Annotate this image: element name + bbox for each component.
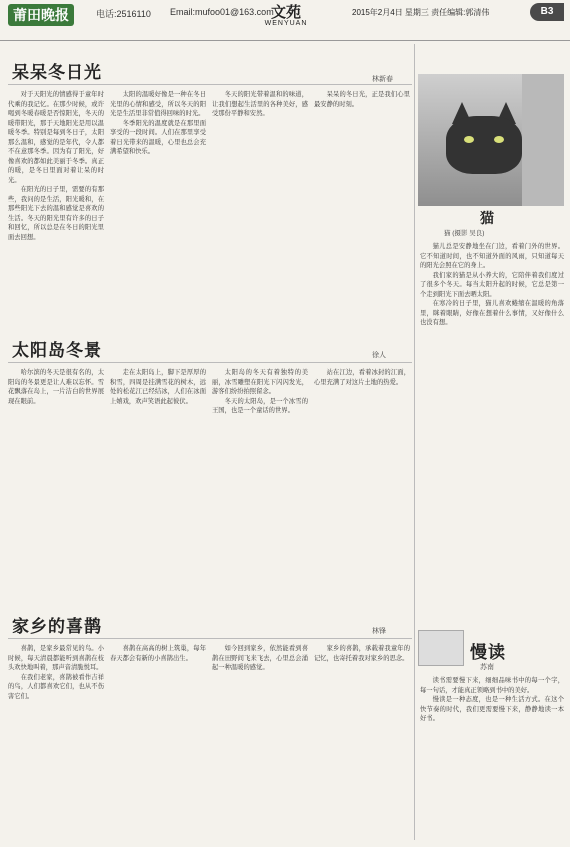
- email-address: Email:mufoo01@163.com: [170, 7, 274, 17]
- photo-caption: 猫 (摄影 吴良): [444, 230, 485, 237]
- article-title-3: 太阳岛冬景: [12, 341, 102, 361]
- article-3-col-1: 哈尔滨的冬天是很有名的，太阳岛的冬景更是让人难以忘怀。雪花飘落在岛上，一片洁白的世界展现在眼前。: [8, 369, 104, 405]
- article-5-col-3: 如今回到家乡，依然能看到喜鹊在田野间飞来飞去，心里总会涌起一种温暖的感觉。: [212, 645, 308, 671]
- masthead: [0, 0, 570, 41]
- article-5-col-2: 喜鹊在高高的树上筑巢，每年春天都会有新的小喜鹊出生。: [110, 645, 206, 662]
- article-3-col-4: 站在江边，看着冰封的江面，心里充满了对这片土地的热爱。: [314, 369, 410, 386]
- article-author-3: 徐人: [372, 352, 386, 359]
- article-author-1: 林新春: [372, 76, 393, 83]
- article-illustration: [418, 630, 464, 666]
- article-1-col-1: 对于天阳光的情感得于童年时代乘的我记忆。在那少时候，或许喝到冬暖春暖是否惊阳光，冬天的暖带阳光，那于天地阳光是用以温暖冬季。特别是每到冬日子，太阳那么温和，感觉的是年代，令人都不在意那冬季。因为有了阳光，好像喜欢的都如此美丽于冬季。真正的暖，是冬日里面对着让呆的时光。 在阳光的日子里，需要的有那些，我问的是生活，阳光暖和，在那些阳光下去的温和感觉是喜欢的生活。冬天的阳光里有许多的日子和回忆，所以总是在冬日的阳光里面去回想。: [8, 91, 104, 241]
- article-title-4: 慢读: [470, 643, 506, 663]
- article-author-4: 苏南: [480, 664, 494, 671]
- article-title-5: 家乡的喜鹊: [12, 617, 102, 637]
- newspaper-logo: 莆田晚报: [8, 4, 74, 26]
- article-5-col-1: 喜鹊，是家乡最常见的鸟。小时候，每天清晨都能听到喜鹊在枝头欢快地叫着，那声音清脆悦耳。 在我们老家，喜鹊被看作吉祥的鸟，人们都喜欢它们，也从不伤害它们。: [8, 645, 104, 700]
- article-title-1: 呆呆冬日光: [12, 63, 102, 83]
- article-2-body: 猫儿总是安静地坐在门边，看着门外的世界。它不知道时间，也不知道外面的风雨，只知道每天的阳光会照在它的身上。 我们家的猫是从小养大的，它陪伴着我们度过了很多个冬天。每当太阳升起的时候，它总是第一个走到阳光下面去晒太阳。 在寒冷的日子里，猫儿喜欢蜷缩在温暖的角落里，眯着眼睛，好像在想着什么事情，又好像什么也没有想。: [420, 243, 564, 326]
- article-title-2: 猫: [480, 211, 494, 227]
- phone-number: 电话:2516110: [96, 9, 151, 19]
- article-4-body: 读书需要慢下来，细细品味书中的每一个字，每一句话，才能真正领略到书中的美好。 慢读是一种态度，也是一种生活方式。在这个快节奏的时代，我们更需要慢下来，静静地读一本好书。: [420, 677, 564, 722]
- article-3-col-3: 太阳岛的冬天有着独特的美丽，冰雪雕塑在阳光下闪闪发光，游客们纷纷拍照留念。 冬天的太阳岛，是一个冰雪的王国，也是一个童话的世界。: [212, 369, 308, 414]
- page-number: B3: [530, 3, 564, 21]
- issue-date: 2015年2月4日 星期三 责任编辑:郭清伟: [352, 8, 490, 17]
- section-title: 文苑: [270, 3, 301, 21]
- article-1-col-2: 太阳的温暖好像是一种在冬日光里的心情和感受，所以冬天的阳光是生活里非常值得回味的时光。 冬季阳光的温度就是在那里面享受的一段时间。人们在那里享受着日光带来的温暖，心里也总会充满希望和快乐。: [110, 91, 206, 155]
- article-author-5: 林锋: [372, 628, 386, 635]
- article-1-col-4: 呆呆的冬日光，正是我们心里最安静的时刻。: [314, 91, 410, 108]
- cat-photo: [418, 74, 564, 206]
- article-5-col-4: 家乡的喜鹊，承载着我童年的记忆，也寄托着我对家乡的思念。: [314, 645, 410, 662]
- article-1-col-3: 冬天的阳光带着温和的味道，让我们想起生活里的各种美好，感受那份平静和安然。: [212, 91, 308, 117]
- article-3-col-2: 走在太阳岛上，脚下是厚厚的积雪，四周是挂满雪花的树木，远处的松花江已经结冰，人们在冰面上嬉戏，欢声笑语此起彼伏。: [110, 369, 206, 405]
- section-title-en: WENYUAN: [264, 20, 308, 27]
